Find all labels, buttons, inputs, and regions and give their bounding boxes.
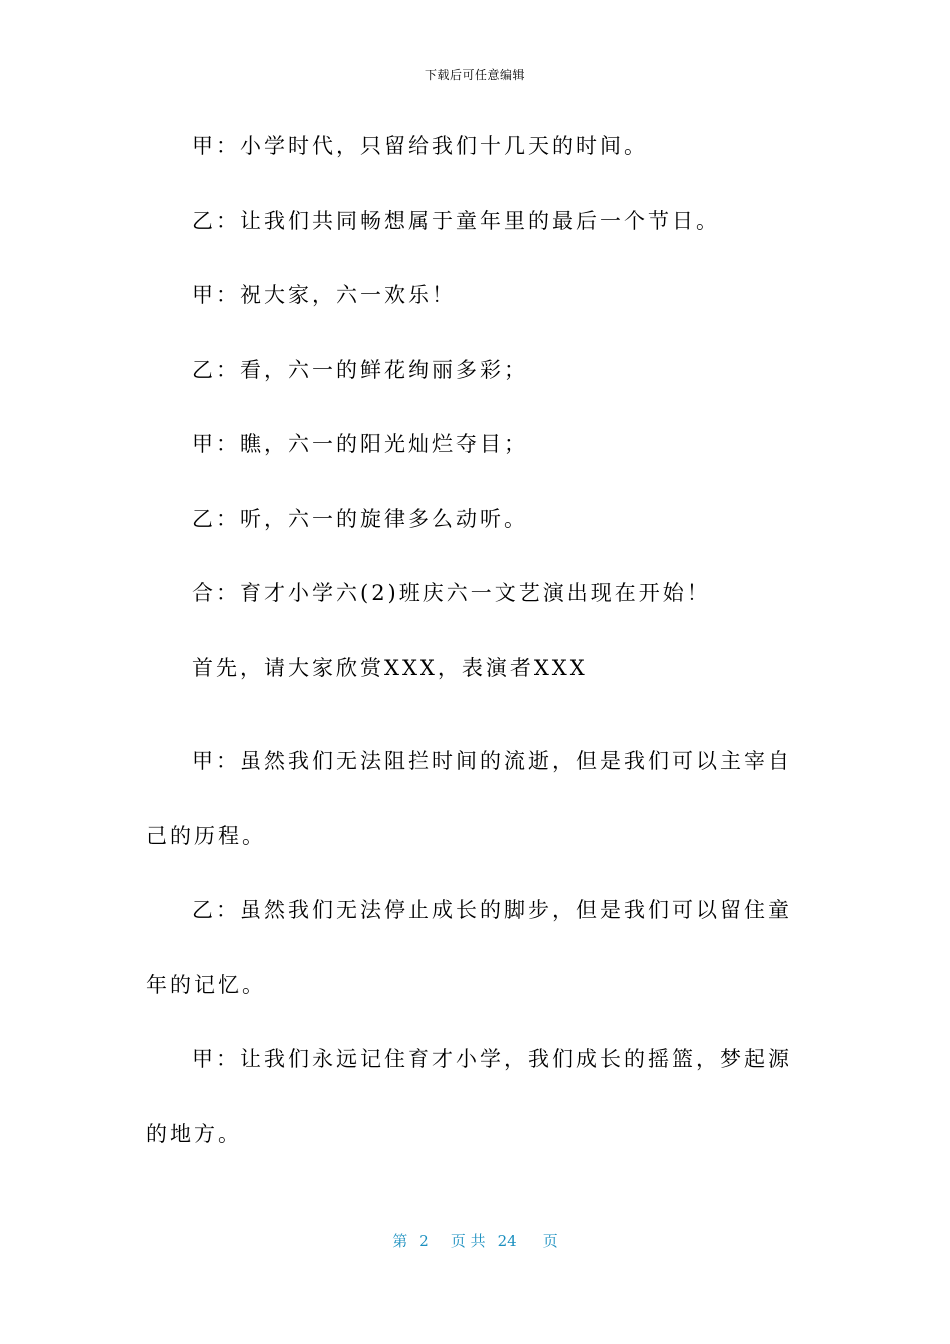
- paragraph-7: 合：育才小学六(2)班庆六一文艺演出现在开始！: [192, 581, 711, 605]
- header-note: 下载后可任意编辑: [424, 68, 525, 82]
- footer-total-pages: 24: [497, 1232, 517, 1250]
- document-body: [146, 128, 806, 1171]
- paragraph-6: 乙：听，六一的旋律多么动听。: [192, 506, 528, 531]
- footer-suffix: 页: [542, 1232, 558, 1250]
- paragraph-8: 首先，请大家欣赏XXX，表演者XXX: [192, 655, 588, 680]
- paragraph-9: 甲：虽然我们无法阻拦时间的流逝，但是我们可以主宰自己的历程。: [146, 749, 792, 848]
- paragraph-3: 甲：祝大家，六一欢乐！: [192, 283, 456, 307]
- footer-current-page: 2: [419, 1232, 429, 1250]
- paragraph-4: 乙：看，六一的鲜花绚丽多彩；: [192, 357, 528, 382]
- paragraph-2: 乙：让我们共同畅想属于童年里的最后一个节日。: [192, 208, 720, 233]
- page-footer: [0, 1230, 950, 1251]
- paragraph-10: 乙：虽然我们无法停止成长的脚步，但是我们可以留住童年的记忆。: [146, 898, 792, 997]
- paragraph-1: 甲：小学时代，只留给我们十几天的时间。: [192, 134, 648, 158]
- paragraph-5: 甲：瞧，六一的阳光灿烂夺目；: [192, 432, 528, 456]
- footer-middle: 页 共: [450, 1232, 486, 1250]
- footer-prefix: 第: [392, 1232, 408, 1250]
- paragraph-11: 甲：让我们永远记住育才小学，我们成长的摇篮，梦起源的地方。: [146, 1047, 792, 1146]
